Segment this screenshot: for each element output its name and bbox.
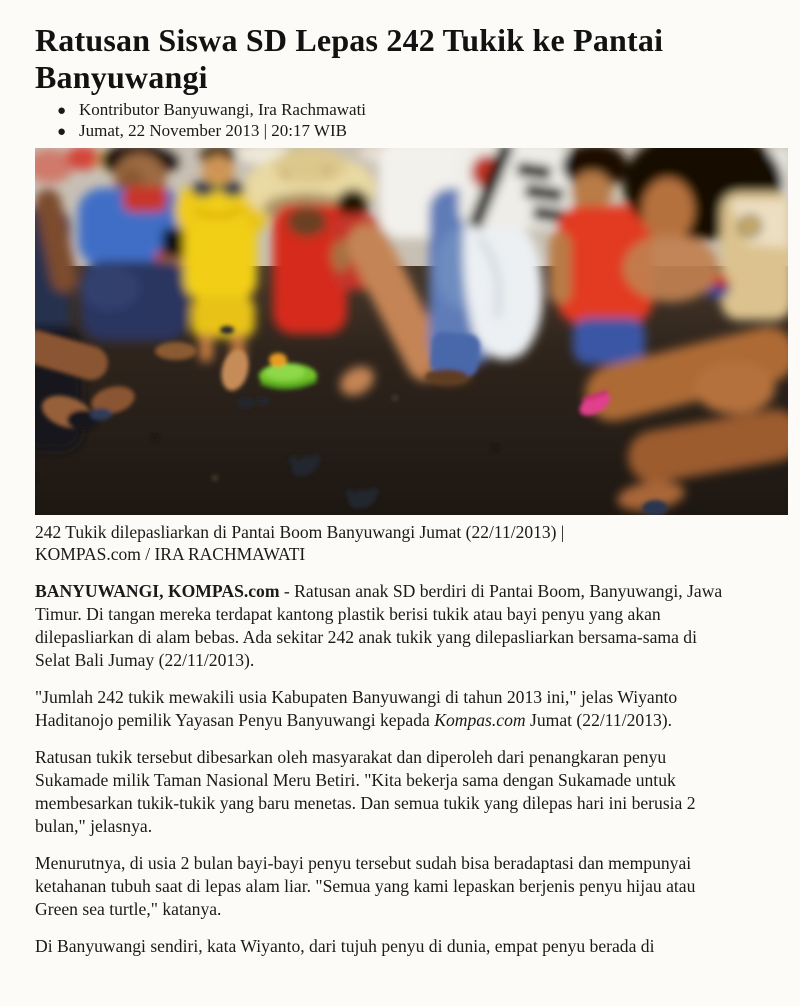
paragraph-2-italic: Kompas.com <box>434 710 526 730</box>
paragraph-5: Di Banyuwangi sendiri, kata Wiyanto, dari tujuh penyu di dunia, empat penyu berada di <box>35 936 655 956</box>
paragraph-2-post: Jumat (22/11/2013). <box>525 710 673 730</box>
byline-item <box>35 100 790 121</box>
byline-text: Kontributor Banyuwangi, Ira Rachmawati <box>79 100 367 119</box>
paragraph-2-pre: "Jumlah 242 tukik mewakili usia Kabupaten Banyuwangi di tahun 2013 ini," jelas Wiyanto Haditanojo pemilik Yayasan Penyu Banyuwangi kepada <box>35 687 678 730</box>
paragraph-2 <box>35 686 735 732</box>
paragraph-1-rest: - Ratusan anak SD berdiri di Pantai Boom, Banyuwangi, Jawa Timur. Di tangan mereka terdapat kantong plastik berisi tukik atau bayi penyu yang akan dilepasliarkan di alam bebas. Ada sekitar 242 anak tukik yang dilepasliarkan bersama-sama di Selat Bali Jumay (22/11/2013). <box>35 581 723 670</box>
dateline-item <box>35 121 790 142</box>
dateline-text: Jumat, 22 November 2013 | 20:17 WIB <box>79 121 347 140</box>
paragraph-1-lead: BANYUWANGI, KOMPAS.com <box>35 581 280 601</box>
photo-caption: 242 Tukik dilepasliarkan di Pantai Boom Banyuwangi Jumat (22/11/2013) | KOMPAS.com / IRA RACHMAWATI <box>35 522 565 564</box>
article-photo <box>35 148 788 515</box>
paragraph-3: Ratusan tukik tersebut dibesarkan oleh masyarakat dan diperoleh dari penangkaran penyu Sukamade milik Taman Nasional Meru Betiri. "Kita bekerja sama dengan Sukamade untuk membesarkan tukik-tukik yang baru menetas. Dan semua tukik yang dilepas hari ini berusia 2 bulan," jelasnya. <box>35 747 696 836</box>
beach-photo-illustration <box>35 148 788 515</box>
bullet-icon: ● <box>57 124 67 140</box>
paragraph-1 <box>35 580 735 672</box>
bullet-icon: ● <box>57 103 67 119</box>
article-meta <box>35 100 790 142</box>
article-title: Ratusan Siswa SD Lepas 242 Tukik ke Pantai Banyuwangi <box>35 22 664 95</box>
paragraph-4: Menurutnya, di usia 2 bulan bayi-bayi penyu tersebut sudah bisa beradaptasi dan mempunyai ketahanan tubuh saat di lepas alam liar. "Semua yang kami lepaskan berjenis penyu hijau atau Green sea turtle," katanya. <box>35 853 696 919</box>
article-body <box>35 580 790 958</box>
